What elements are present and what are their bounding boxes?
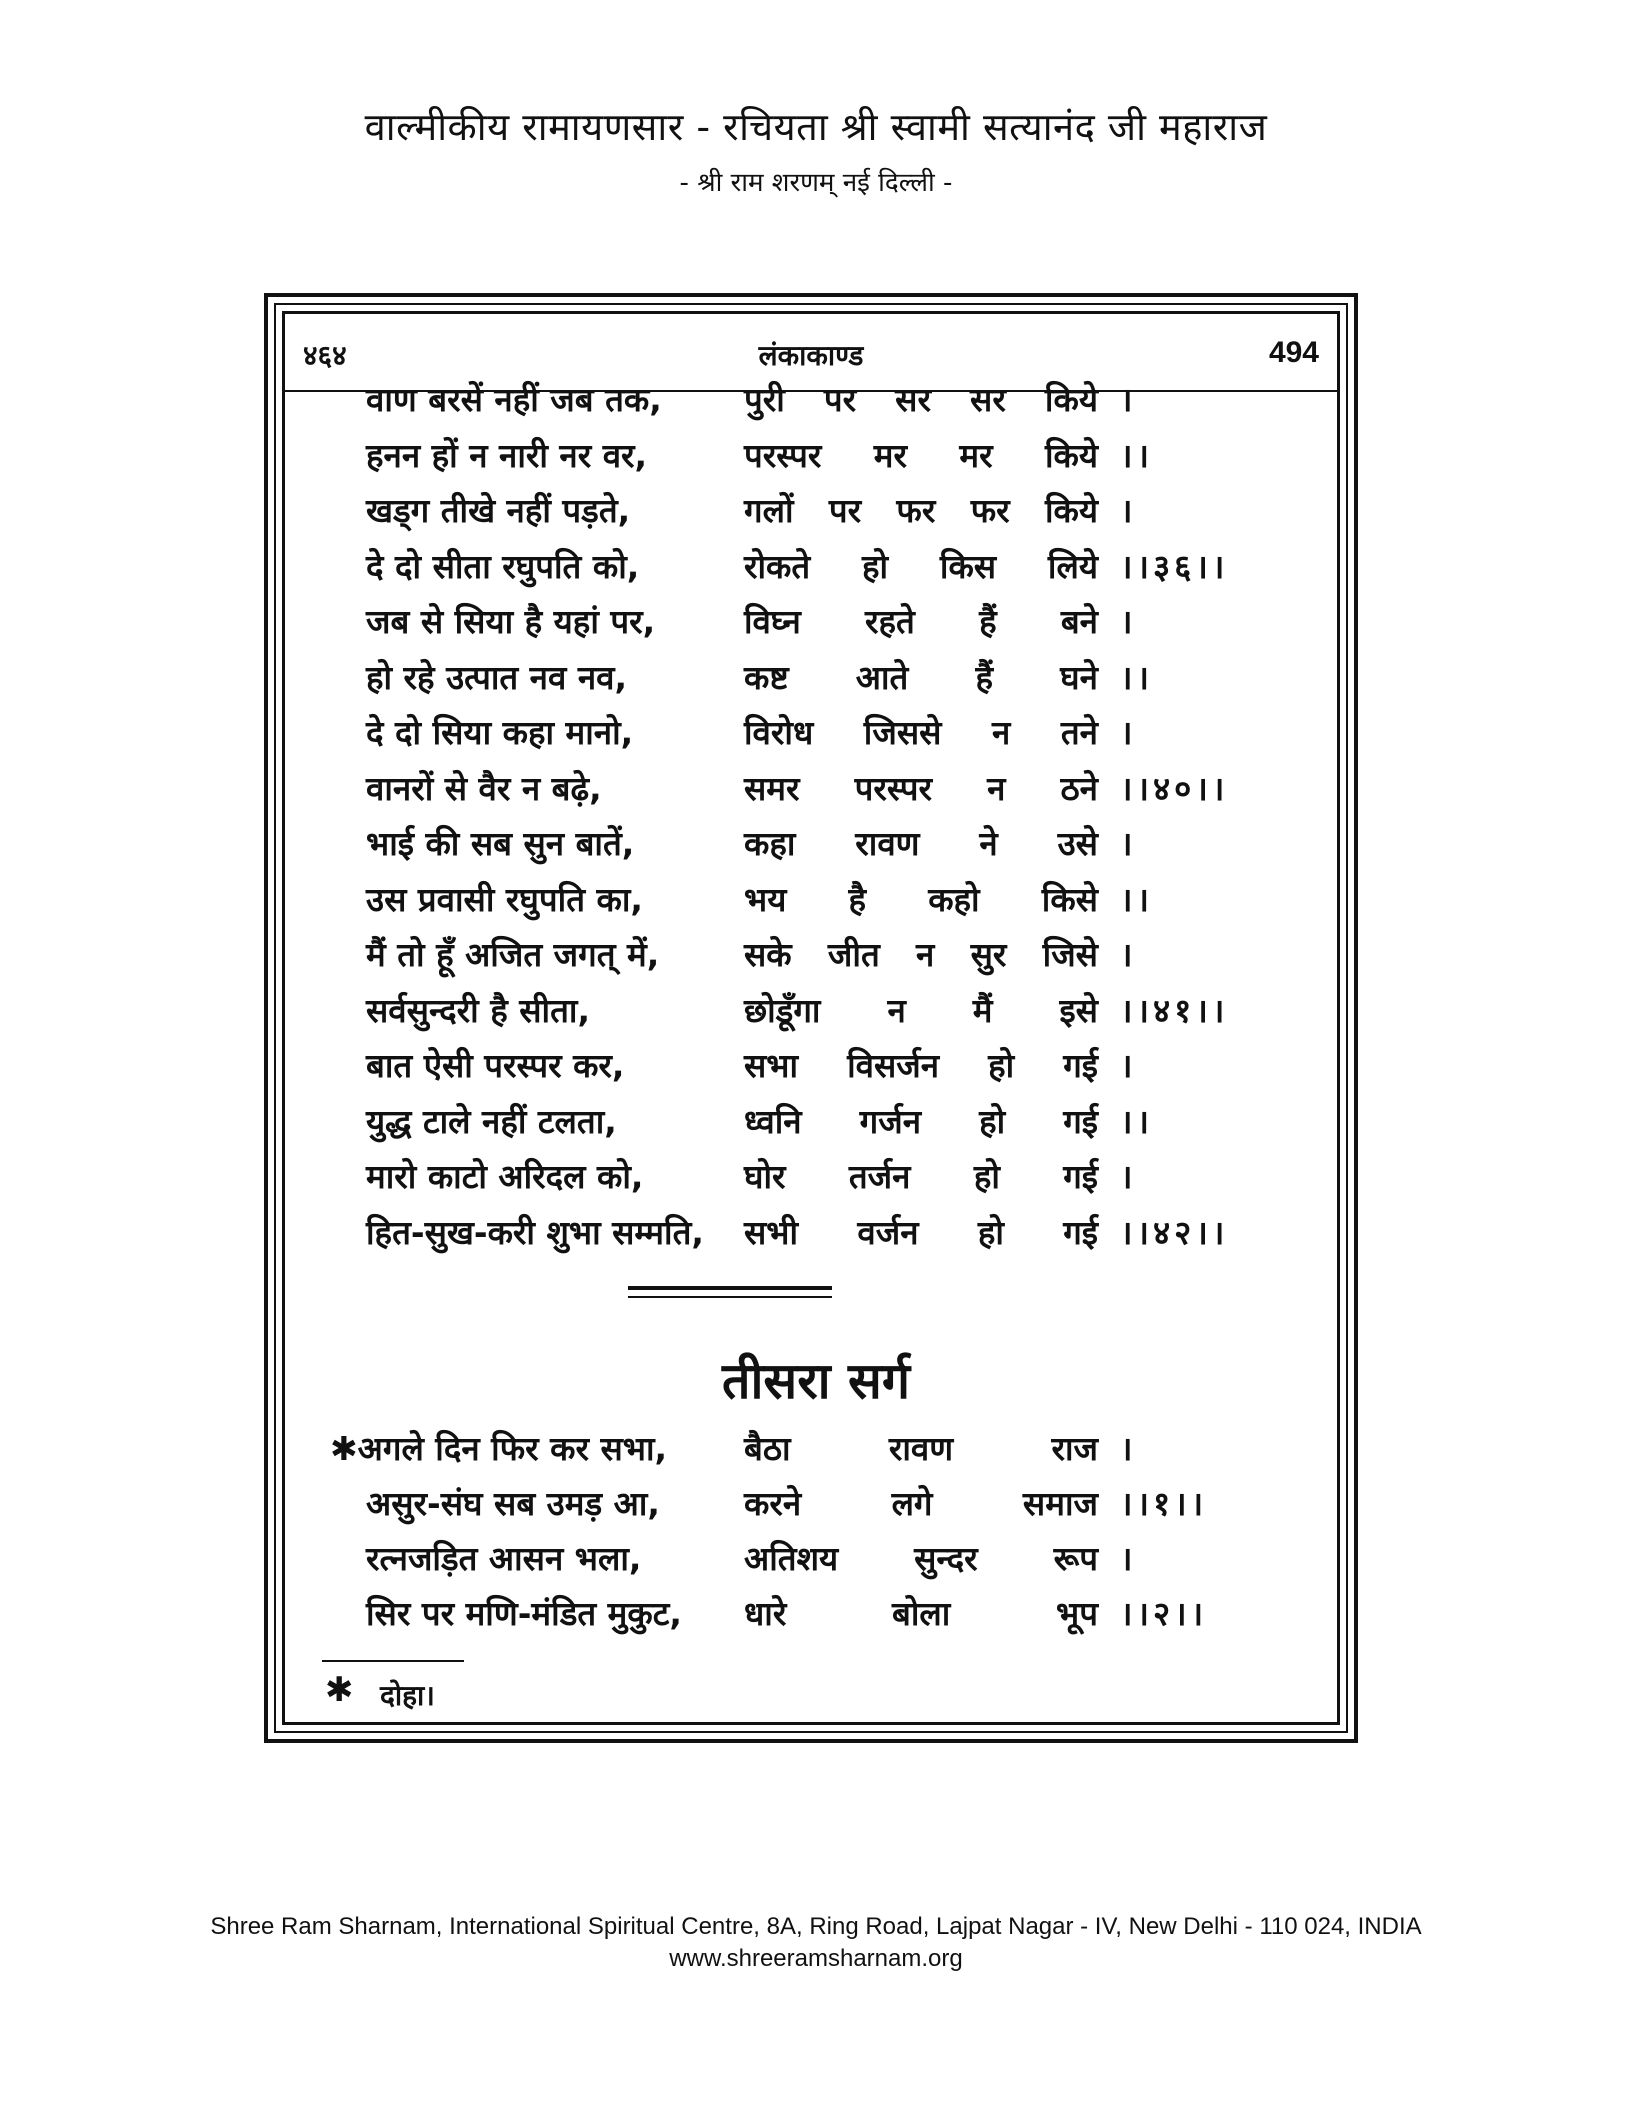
- verse-word: लगे: [891, 1484, 933, 1523]
- verse-second-half: [744, 1425, 1098, 1470]
- chapter-title: लंकाकाण्ड: [758, 339, 864, 372]
- verse-word: गई: [1063, 1212, 1098, 1252]
- verse-word: विघ्न: [744, 602, 801, 641]
- verse-word: हो: [979, 1101, 1006, 1141]
- verse-number: ।।४२।।: [1120, 1212, 1229, 1252]
- verse-word: ने: [979, 824, 998, 863]
- verse-number: ।: [1120, 1046, 1137, 1085]
- verse-second-half: [744, 876, 1098, 921]
- verse-line: [330, 1425, 1266, 1479]
- verse-second-half: [744, 376, 1098, 421]
- verse-word: सुन्दर: [914, 1539, 978, 1578]
- verse-second-half: [744, 598, 1098, 643]
- page-header: [299, 336, 1323, 380]
- verse-word: सुर: [970, 935, 1007, 974]
- verse-word: रावण: [888, 1429, 954, 1468]
- verse-word: रोकते: [744, 546, 811, 586]
- verse-second-half: [744, 709, 1098, 754]
- verse-word: गई: [1063, 1157, 1098, 1196]
- verse-word: करने: [744, 1484, 802, 1523]
- verse-word: किसे: [1041, 879, 1098, 919]
- verse-word: छोडूँगा: [744, 990, 821, 1030]
- verse-line: [366, 820, 1266, 874]
- verse-second-half: [744, 543, 1098, 588]
- verse-first-half: मारो काटो अरिदल को,: [366, 1157, 644, 1196]
- verse-word: सके: [744, 935, 792, 974]
- verse-number: ।।: [1120, 1101, 1154, 1141]
- verse-second-half: [744, 765, 1098, 810]
- footnote-rule: [322, 1660, 464, 1662]
- verse-line: [366, 1535, 1266, 1589]
- verse-first-half: मैं तो हूँ अजित जगत् में,: [366, 935, 660, 974]
- verse-word: पुरी: [744, 380, 785, 419]
- verse-word: तने: [1060, 713, 1098, 752]
- verse-word: जिसे: [1042, 935, 1098, 974]
- verse-word: जीत: [827, 935, 880, 974]
- verse-word: न: [991, 713, 1011, 752]
- verse-word: अतिशय: [744, 1539, 839, 1578]
- verse-word: रावण: [855, 824, 920, 863]
- verse-line: [366, 432, 1266, 486]
- verse-word: राज: [1051, 1429, 1098, 1468]
- verse-word: किस: [939, 546, 997, 586]
- verse-first-half: वाण बरसें नहीं जब तक,: [366, 380, 662, 419]
- verse-second-half: [744, 1209, 1098, 1254]
- verse-word: सभी: [744, 1212, 799, 1252]
- verse-line: [366, 931, 1266, 985]
- verse-line: [366, 987, 1266, 1041]
- verse-word: पर: [823, 380, 857, 419]
- verse-second-half: [744, 1042, 1098, 1087]
- verse-number: ।: [1120, 380, 1137, 419]
- verse-line: [366, 709, 1266, 763]
- verse-number: ।।: [1120, 657, 1154, 697]
- verse-line: [366, 1480, 1266, 1534]
- verse-second-half: [744, 1590, 1098, 1635]
- verse-number: ।।४०।।: [1120, 768, 1229, 808]
- verse-word: मर: [959, 435, 993, 475]
- verse-line: [366, 487, 1266, 541]
- verse-first-half: भाई की सब सुन बातें,: [366, 824, 635, 863]
- verse-word: जिससे: [863, 713, 942, 752]
- verse-number: ।।: [1120, 879, 1154, 919]
- verse-line: [366, 543, 1266, 597]
- verse-word: कहा: [744, 824, 796, 863]
- verse-number: ।: [1120, 935, 1137, 974]
- verse-number: ।: [1120, 824, 1137, 863]
- verse-word: घने: [1060, 657, 1098, 697]
- verse-number: ।।३६।।: [1120, 546, 1229, 586]
- verse-word: सभा: [744, 1046, 799, 1085]
- asterisk-icon: ✱: [325, 1670, 354, 1710]
- verse-first-half: उस प्रवासी रघुपति का,: [366, 879, 643, 919]
- verse-word: विरोध: [744, 713, 814, 752]
- verse-first-half: हित-सुख-करी शुभा सम्मति,: [366, 1212, 704, 1252]
- verse-line: [366, 1042, 1266, 1096]
- verse-word: बोला: [892, 1594, 951, 1633]
- verse-line: [366, 876, 1266, 930]
- document-title: वाल्मीकीय रामायणसार - रचियता श्री स्वामी सत्यानंद जी महाराज: [364, 105, 1268, 149]
- verse-word: उसे: [1057, 824, 1098, 863]
- verse-word: न: [916, 935, 935, 974]
- verse-word: है: [848, 879, 867, 919]
- verse-line: [366, 1153, 1266, 1207]
- verse-word: आते: [855, 657, 909, 697]
- footer-address: Shree Ram Sharnam, International Spiritual Centre, 8A, Ring Road, Lajpat Nagar - IV, New Delhi - 110 024, INDIA: [210, 1913, 1422, 1940]
- verse-word: वर्जन: [857, 1212, 919, 1252]
- verse-word: गई: [1063, 1046, 1098, 1085]
- footnote-text: दोहा।: [380, 1679, 435, 1712]
- verse-word: बने: [1060, 602, 1098, 641]
- document-subtitle: - श्री राम शरणम् नई दिल्ली -: [679, 168, 953, 198]
- verse-word: हो: [988, 1046, 1015, 1085]
- verse-word: पर: [828, 491, 862, 530]
- section-separator: [628, 1286, 832, 1290]
- verse-word: मर: [873, 435, 907, 475]
- section-title: तीसरा सर्ग: [721, 1352, 910, 1410]
- verse-first-half: दे दो सीता रघुपति को,: [366, 546, 640, 586]
- verse-word: फर: [970, 491, 1010, 530]
- section-separator-thin: [628, 1296, 832, 1298]
- verse-word: मैं: [972, 990, 993, 1030]
- verse-first-half: सर्वसुन्दरी है सीता,: [366, 990, 590, 1030]
- verse-word: परस्पर: [744, 435, 822, 475]
- verse-word: रूप: [1053, 1539, 1098, 1578]
- verse-word: समाज: [1022, 1484, 1098, 1523]
- footer-website: www.shreeramsharnam.org: [669, 1945, 963, 1972]
- verse-word: गर्जन: [859, 1101, 922, 1141]
- verse-word: हो: [973, 1157, 1000, 1196]
- verse-number: ।।१।।: [1120, 1484, 1208, 1523]
- verse-word: घोर: [744, 1157, 786, 1196]
- page-number: 494: [1268, 336, 1319, 369]
- verse-line: [366, 654, 1266, 708]
- verse-word: तर्जन: [848, 1157, 911, 1196]
- verse-first-half: दे दो सिया कहा मानो,: [366, 713, 634, 752]
- verse-line: [366, 1590, 1266, 1644]
- verse-line: [366, 598, 1266, 652]
- verse-number: ।: [1120, 602, 1137, 641]
- verse-line: [366, 765, 1266, 819]
- verse-word: गई: [1063, 1101, 1098, 1141]
- verse-second-half: [744, 487, 1098, 532]
- verse-number: ।।: [1120, 435, 1154, 475]
- verse-word: हो: [977, 1212, 1004, 1252]
- verse-word: समर: [744, 768, 800, 808]
- verse-first-half: हो रहे उत्पात नव नव,: [366, 657, 628, 697]
- verse-second-half: [744, 820, 1098, 865]
- verse-second-half: [744, 1535, 1098, 1580]
- verse-word: सर: [970, 380, 1006, 419]
- verse-number: ।: [1120, 1429, 1137, 1468]
- verse-line: [366, 1209, 1266, 1263]
- verse-word: किये: [1044, 380, 1098, 419]
- verse-word: रहते: [865, 602, 915, 641]
- verse-second-half: [744, 987, 1098, 1032]
- verse-first-half: ✱अगले दिन फिर कर सभा,: [330, 1429, 668, 1468]
- verse-word: न: [987, 768, 1006, 808]
- verse-first-half: जब से सिया है यहां पर,: [366, 602, 656, 641]
- verse-line: [366, 1098, 1266, 1152]
- verse-second-half: [744, 432, 1098, 477]
- verse-second-half: [744, 1098, 1098, 1143]
- verse-second-half: [744, 1480, 1098, 1525]
- verse-word: किये: [1044, 491, 1098, 530]
- verse-first-half: बात ऐसी परस्पर कर,: [366, 1046, 625, 1085]
- verse-number: ।।२।।: [1120, 1594, 1208, 1633]
- verse-number: ।: [1120, 1539, 1137, 1578]
- verse-word: लिये: [1047, 546, 1098, 586]
- verse-second-half: [744, 1153, 1098, 1198]
- verse-word: फर: [896, 491, 936, 530]
- verse-word: हैं: [975, 657, 994, 697]
- verse-first-half: सिर पर मणि-मंडित मुकुट,: [366, 1594, 682, 1633]
- verse-first-half: वानरों से वैर न बढ़े,: [366, 768, 602, 808]
- verse-word: इसे: [1059, 990, 1098, 1030]
- verse-number: ।।४१।।: [1120, 990, 1229, 1030]
- verse-first-half: रत्नजड़ित आसन भला,: [366, 1539, 642, 1578]
- verse-first-half: खड्ग तीखे नहीं पड़ते,: [366, 491, 631, 530]
- verse-word: भूप: [1056, 1594, 1098, 1633]
- verse-word: न: [887, 990, 906, 1030]
- verse-first-half: युद्ध टाले नहीं टलता,: [366, 1101, 617, 1141]
- verse-word: किये: [1044, 435, 1098, 475]
- verse-word: सर: [895, 380, 931, 419]
- verse-second-half: [744, 654, 1098, 699]
- verse-word: हैं: [979, 602, 997, 641]
- verse-first-half: हनन हों न नारी नर वर,: [366, 435, 648, 475]
- verse-word: धारे: [744, 1594, 787, 1633]
- verse-word: ठने: [1060, 768, 1098, 808]
- verse-word: कहो: [928, 879, 980, 919]
- verse-word: गलों: [744, 491, 794, 530]
- verse-word: ध्वनि: [744, 1101, 802, 1141]
- verse-number: ।: [1120, 713, 1137, 752]
- verse-word: विसर्जन: [847, 1046, 940, 1085]
- verse-second-half: [744, 931, 1098, 976]
- page-number-devanagari: ४६४: [303, 339, 347, 372]
- verse-word: कष्ट: [744, 657, 789, 697]
- verse-word: हो: [862, 546, 889, 586]
- verse-line: [366, 376, 1266, 430]
- verse-word: परस्पर: [854, 768, 932, 808]
- verse-first-half: असुर-संघ सब उमड़ आ,: [366, 1484, 660, 1523]
- verse-number: ।: [1120, 1157, 1137, 1196]
- verse-number: ।: [1120, 491, 1137, 530]
- verse-word: भय: [744, 879, 787, 919]
- verse-word: बैठा: [744, 1429, 791, 1468]
